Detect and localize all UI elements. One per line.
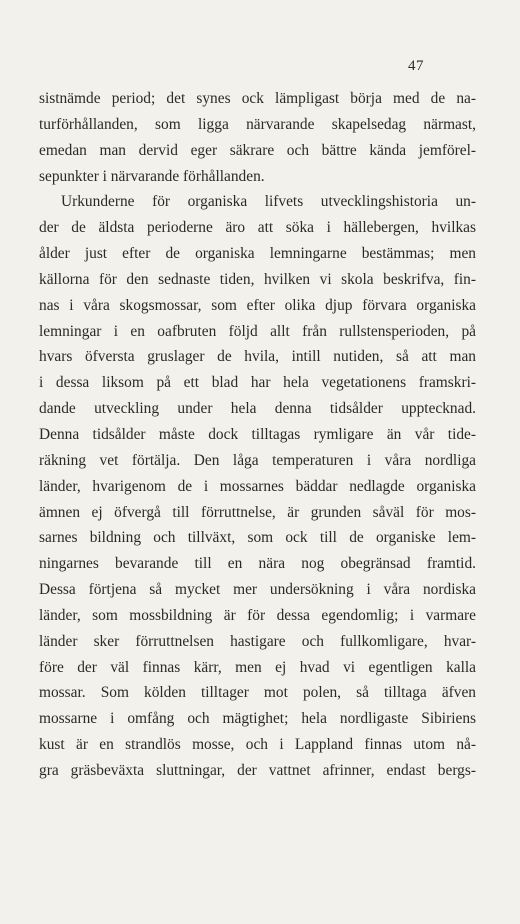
text-line: mossar. Som kölden tilltager mot polen, så tilltaga äfven [39, 684, 476, 702]
text-line: gra gräsbeväxta sluttningar, der vattnet afrinner, endast bergs- [39, 761, 476, 779]
text-line: källorna för den sednaste tiden, hvilken vi skola beskrifva, fin- [39, 270, 476, 288]
text-line: lemningar i en oafbruten följd allt från rullstensperioden, på [39, 322, 476, 340]
text-line: sistnämde period; det synes ock lämpligast börja med de na- [39, 90, 476, 107]
text-line: hvars öfversta gruslager de hvila, intill nutiden, så att man [39, 348, 476, 366]
text-line: der de äldsta perioderne äro att söka i hällebergen, hvilkas [39, 219, 476, 237]
page-number: 47 [408, 58, 424, 74]
text-line: turförhållanden, som ligga närvarande skapelsedag närmast, [39, 115, 476, 133]
text-line: kust är en strandlös mosse, och i Lappland finnas utom nå- [39, 736, 476, 754]
text-line: länder sker förruttnelsen hastigare och fullkomligare, hvar- [39, 632, 476, 650]
text-line: ningarnes bevarande till en nära nog obegränsad framtid. [39, 555, 476, 573]
text-line: sepunkter i närvarande förhållanden. [39, 167, 265, 185]
text-line: Urkunderne för organiska lifvets utvecklingshistoria un- [61, 193, 476, 211]
text-line: i dessa liksom på ett blad har hela vegetationens framskri- [39, 374, 476, 392]
body-text [39, 86, 476, 784]
text-line: ämnen ej öfvergå till förruttnelse, är grunden såväl för mos- [39, 503, 476, 521]
text-line: före der väl finnas kärr, men ej hvad vi egentligen kalla [39, 658, 476, 676]
text-line: räkning vet förtälja. Den låga temperaturen i våra nordliga [39, 451, 476, 469]
text-line: länder, hvarigenom de i mossarnes bäddar nedlagde organiska [39, 477, 476, 495]
text-line: Dessa förtjena så mycket mer undersökning i våra nordiska [39, 581, 476, 599]
text-line: Denna tidsålder måste dock tilltagas rymligare än vår tide- [39, 425, 476, 443]
text-line: emedan man dervid eger säkrare och bättre kända jemförel- [39, 141, 476, 159]
text-line: dande utveckling under hela denna tidsålder upptecknad. [39, 400, 476, 418]
text-line: mossarne i omfång och mägtighet; hela nordligaste Sibiriens [39, 710, 476, 728]
text-line: ålder just efter de organiska lemningarne bestämmas; men [39, 245, 476, 263]
text-line: länder, som mossbildning är för dessa egendomlig; i varmare [39, 606, 476, 624]
text-line: sarnes bildning och tillväxt, som ock till de organiske lem- [39, 529, 476, 547]
text-line: nas i våra skogsmossar, som efter olika djup förvara organiska [39, 296, 476, 314]
